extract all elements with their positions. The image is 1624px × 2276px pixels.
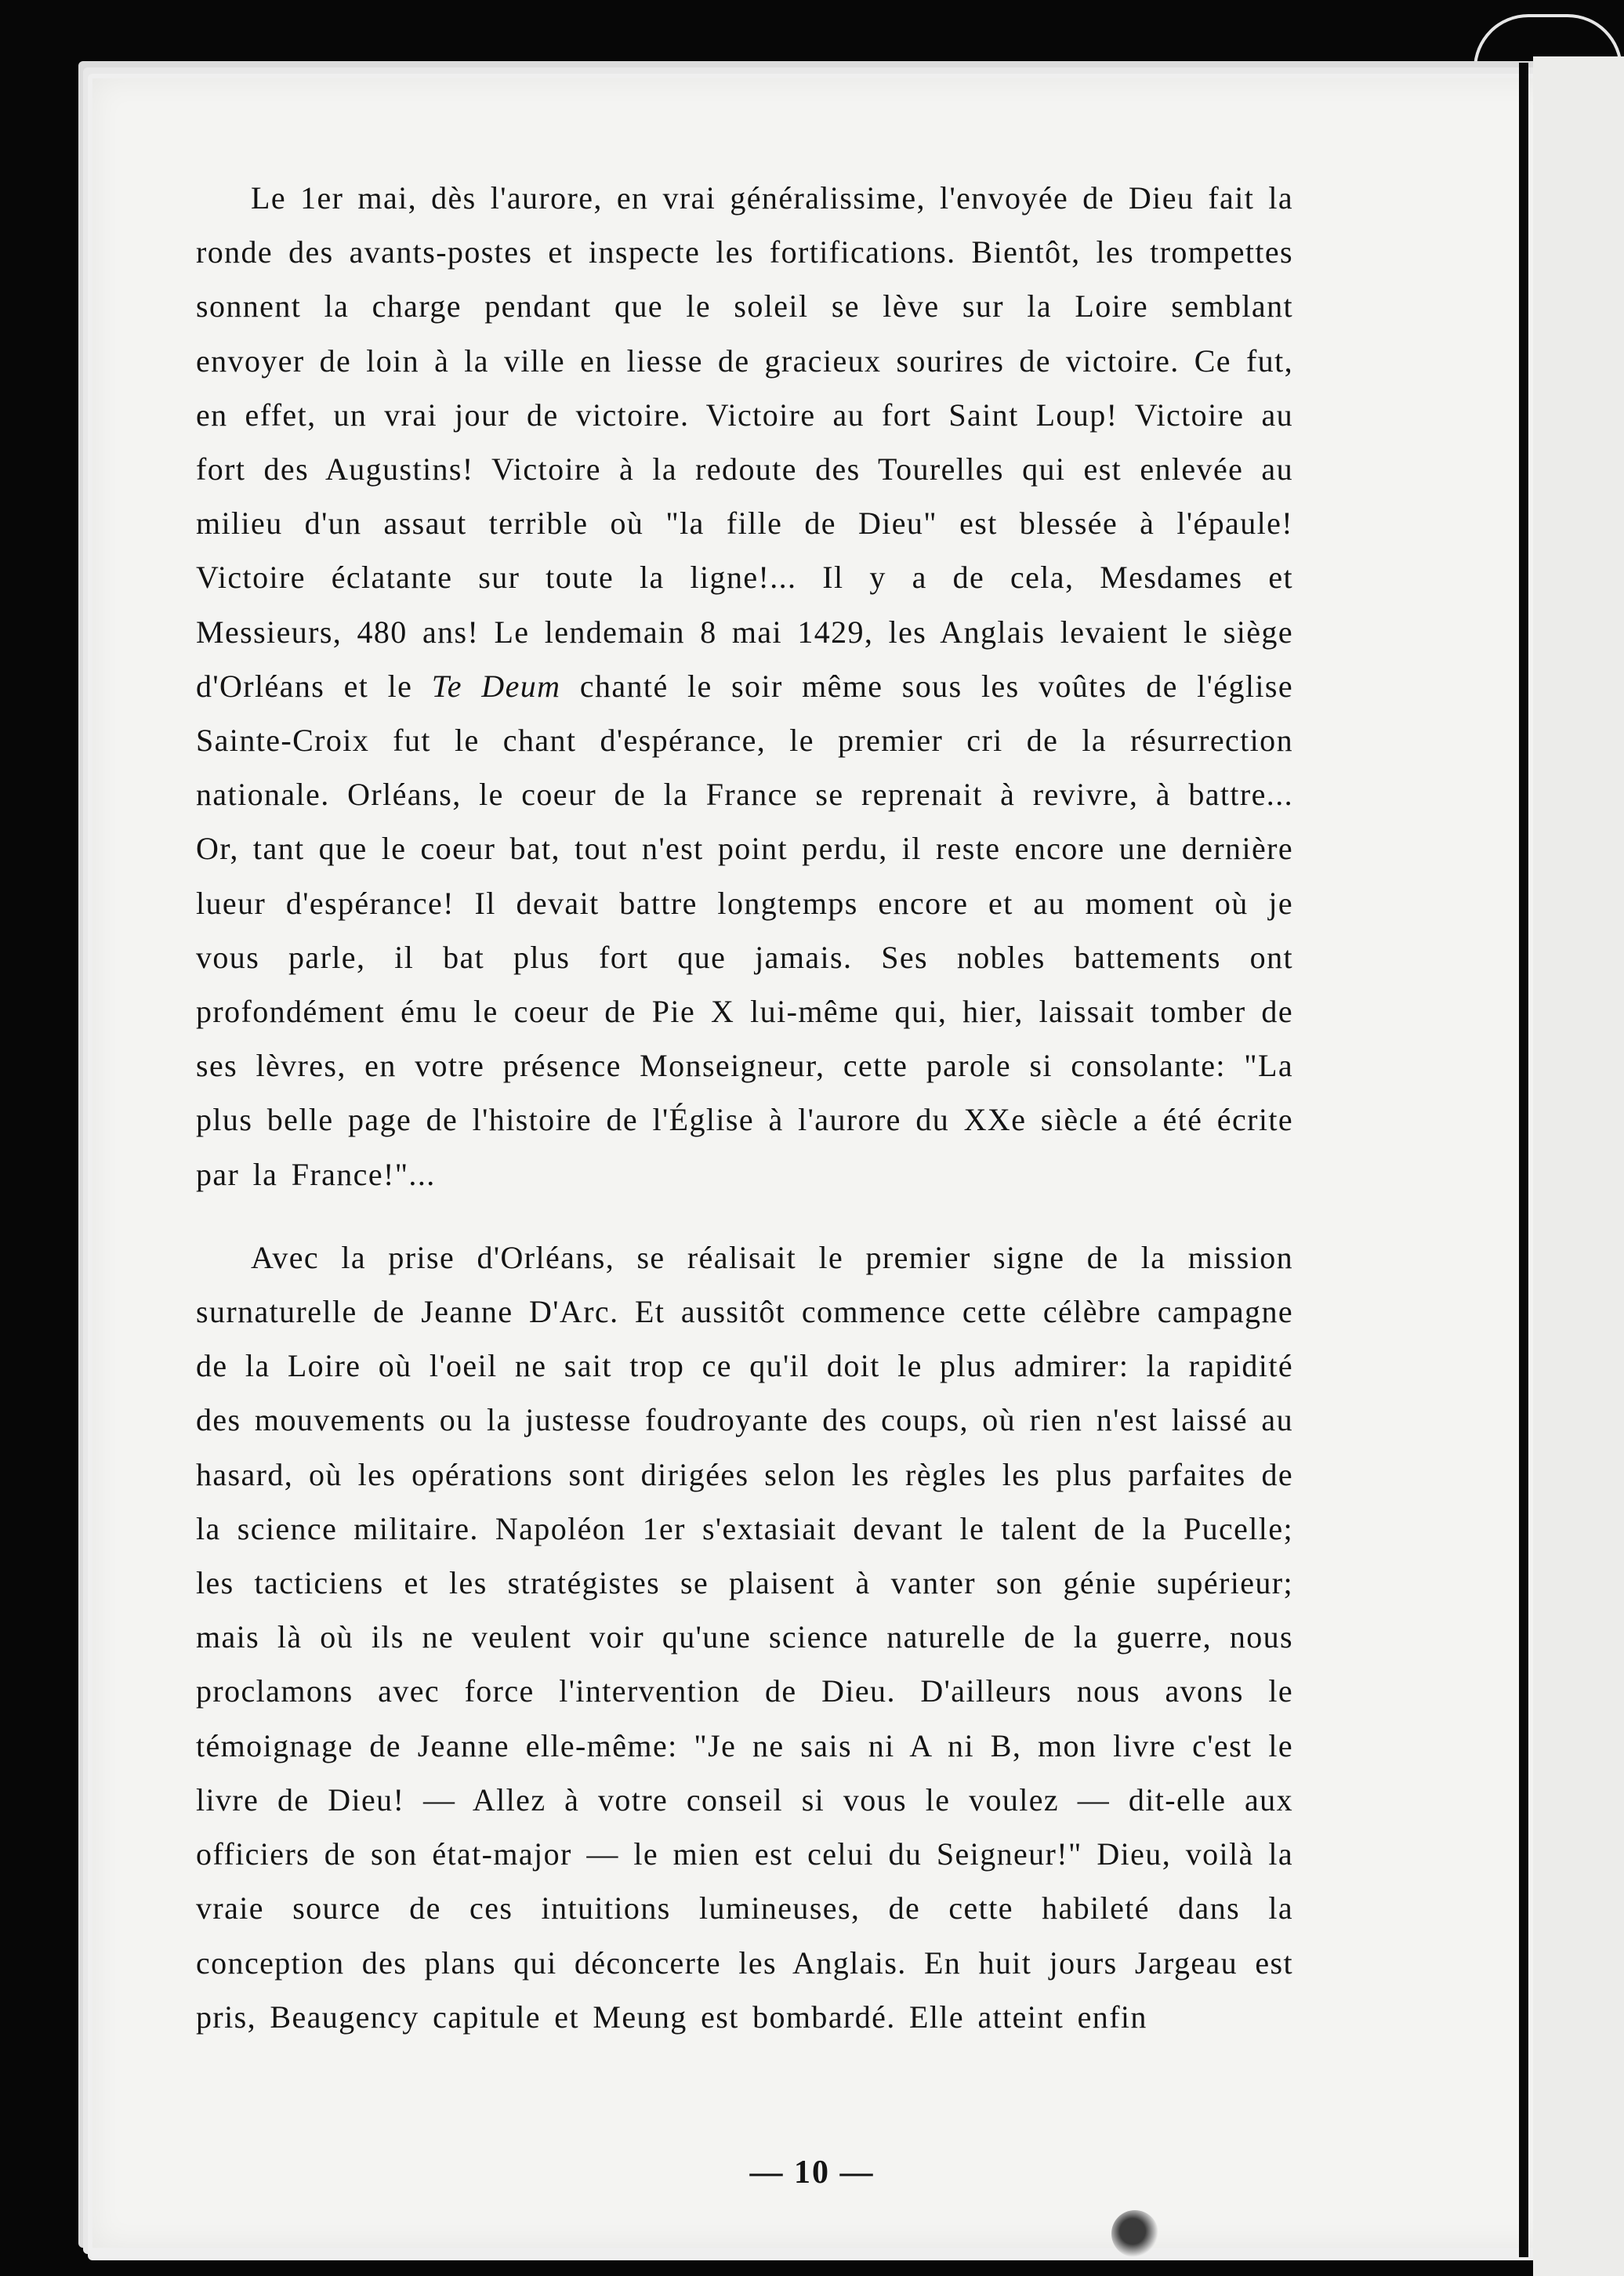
te-deum-italic: Te Deum: [431, 668, 561, 704]
paragraph-1-text-b: chanté le soir même sous les voûtes de l'église Sainte-Croix fut le chant d'espérance, le premier cri de la résurrection nationale. Orléans, le coeur de la France se reprenait à revivre, à battre... Or, tant que le coeur bat, tout n'est point perdu, il reste encore une dernière lueur d'espérance! Il devait battre longtemps encore et au moment où je vous parle, il bat plus fort que jamais. Ses nobles battements ont profondément ému le coeur de Pie X lui-même qui, hier, laissait tomber de ses lèvres, en votre présence Monseigneur, cette parole si consolante: "La plus belle page de l'histoire de l'Église à l'aurore du XXe siècle a été écrite par la France!"...: [196, 668, 1293, 1192]
paragraph-2: [196, 1230, 1293, 2044]
page-number: — 10 —: [749, 2155, 875, 2191]
paragraph-1-text-a: Le 1er mai, dès l'aurore, en vrai généralissime, l'envoyée de Dieu fait la ronde des avants-postes et inspecte les fortifications. Bientôt, les trompettes sonnent la charge pendant que le soleil se lève sur la Loire semblant envoyer de loin à la ville en liesse de gracieux sourires de victoire. Ce fut, en effet, un vrai jour de victoire. Victoire au fort Saint Loup! Victoire au fort des Augustins! Victoire à la redoute des Tourelles qui est enlevée au milieu d'un assaut terrible où "la fille de Dieu" est blessée à l'épaule! Victoire éclatante sur toute la ligne!... Il y a de cela, Mesdames et Messieurs, 480 ans! Le lendemain 8 mai 1429, les Anglais levaient le siège d'Orléans et le: [196, 180, 1293, 704]
body-text: [196, 171, 1293, 2044]
paragraph-1: [196, 171, 1293, 1201]
scan-artifact: [1111, 2210, 1158, 2257]
paragraph-2-text: Avec la prise d'Orléans, se réalisait le premier signe de la mission surnaturelle de Jeanne D'Arc. Et aussitôt commence cette célèbre campagne de la Loire où l'oeil ne sait trop ce qu'il doit le plus admirer: la rapidité des mouvements ou la justesse foudroyante des coups, où rien n'est laissé au hasard, où les opérations sont dirigées selon les règles les plus parfaites de la science militaire. Napoléon 1er s'extasiait devant le talent de la Pucelle; les tacticiens et les stratégistes se plaisent à vanter son génie supérieur; mais là où ils ne veulent voir qu'une science naturelle de la guerre, nous proclamons avec force l'intervention de Dieu. D'ailleurs nous avons le témoignage de Jeanne elle-même: "Je ne sais ni A ni B, mon livre c'est le livre de Dieu! — Allez à votre conseil si vous le voulez — dit-elle aux officiers de son état-major — le mien est celui du Seigneur!" Dieu, voilà la vraie source de ces intuitions lumineuses, de cette habileté dans la conception des plans qui déconcerte les Anglais. En huit jours Jargeau est pris, Beaugency capitule et Meung est bombardé. Elle atteint enfin: [196, 1239, 1293, 2035]
facing-page-edge: [1533, 56, 1624, 2276]
book-spine: [1519, 63, 1528, 2257]
